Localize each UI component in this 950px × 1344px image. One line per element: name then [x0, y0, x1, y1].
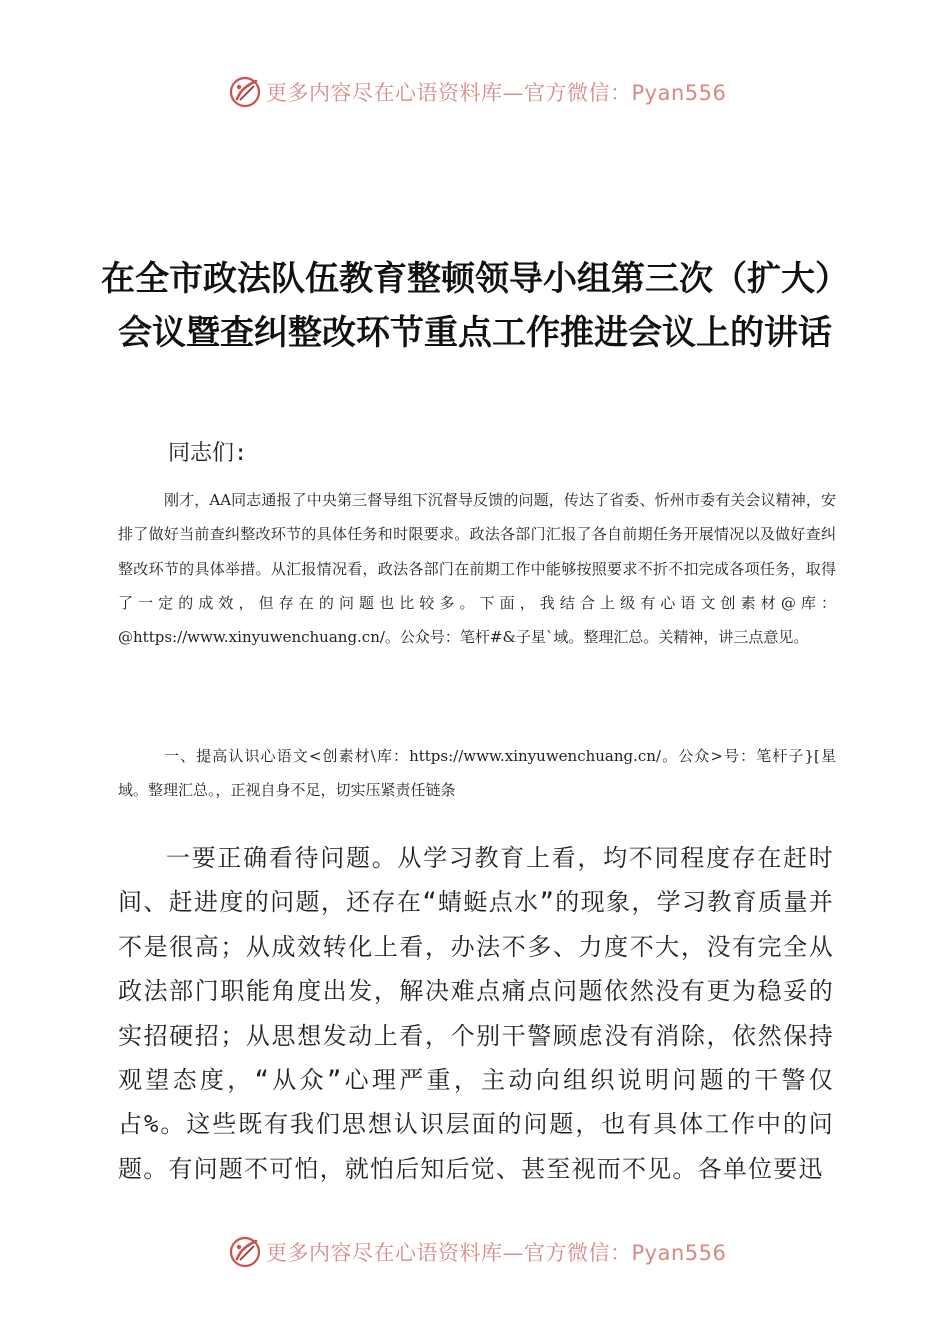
watermark-banner-top — [228, 72, 748, 112]
watermark-text: 更多内容尽在心语资料库—官方微信：Pyan556 — [266, 1241, 727, 1265]
body-paragraph: 一要正确看待问题。从学习教育上看，均不同程度存在赶时间、赶进度的问题，还存在“蜻蜓点水”的现象，学习教育质量并不是很高；从成效转化上看，办法不多、力度不大，没有完全从政法部门职能角度出发，解决难点痛点问题依然没有更为稳妥的实招硬招；从思想发动上看，个别干警顾虑没有消除，依然保持观望态度，“从众”心理严重，主动向组织说明问题的干警仅占%。这些既有我们思想认识层面的问题，也有具体工作中的问题。有问题不可怕，就怕后知后觉、甚至视而不见。各单位要迅 — [118, 844, 834, 1183]
watermark-text: 更多内容尽在心语资料库—官方微信：Pyan556 — [266, 81, 727, 105]
document-title: 在全市政法队伍教育整顿领导小组第三次（扩大）会议暨查纠整改环节重点工作推进会议上的讲话 — [101, 259, 849, 353]
salutation: 同志们: — [168, 441, 248, 466]
body-paragraph: 刚才，AA同志通报了中央第三督导组下沉督导反馈的问题，传达了省委、忻州市委有关会议精神，安排了做好当前查纠整改环节的具体任务和时限要求。政法各部门汇报了各自前期任务开展情况以及做好查纠整改环节的具体举措。从汇报情况看，政法各部门在前期工作中能够按照要求不折不扣完成各项任务，取得了一定的成效，但存在的问题也比较多。下面，我结合上级有心语文创素材@库：@https://www.xinyuwenchuang.cn/。公众号：笔杆#&子星`域。整理汇总。关精神，讲三点意见。 — [118, 491, 836, 647]
brand-logo-icon — [228, 75, 262, 109]
brand-logo-icon — [228, 1235, 262, 1269]
section-heading: 一、提高认识心语文<创素材\库：https://www.xinyuwenchuang.cn/。公众>号：笔杆子}[星域。整理汇总。，正视自身不足，切实压紧责任链条 — [118, 747, 836, 800]
watermark-banner-bottom — [228, 1232, 748, 1272]
